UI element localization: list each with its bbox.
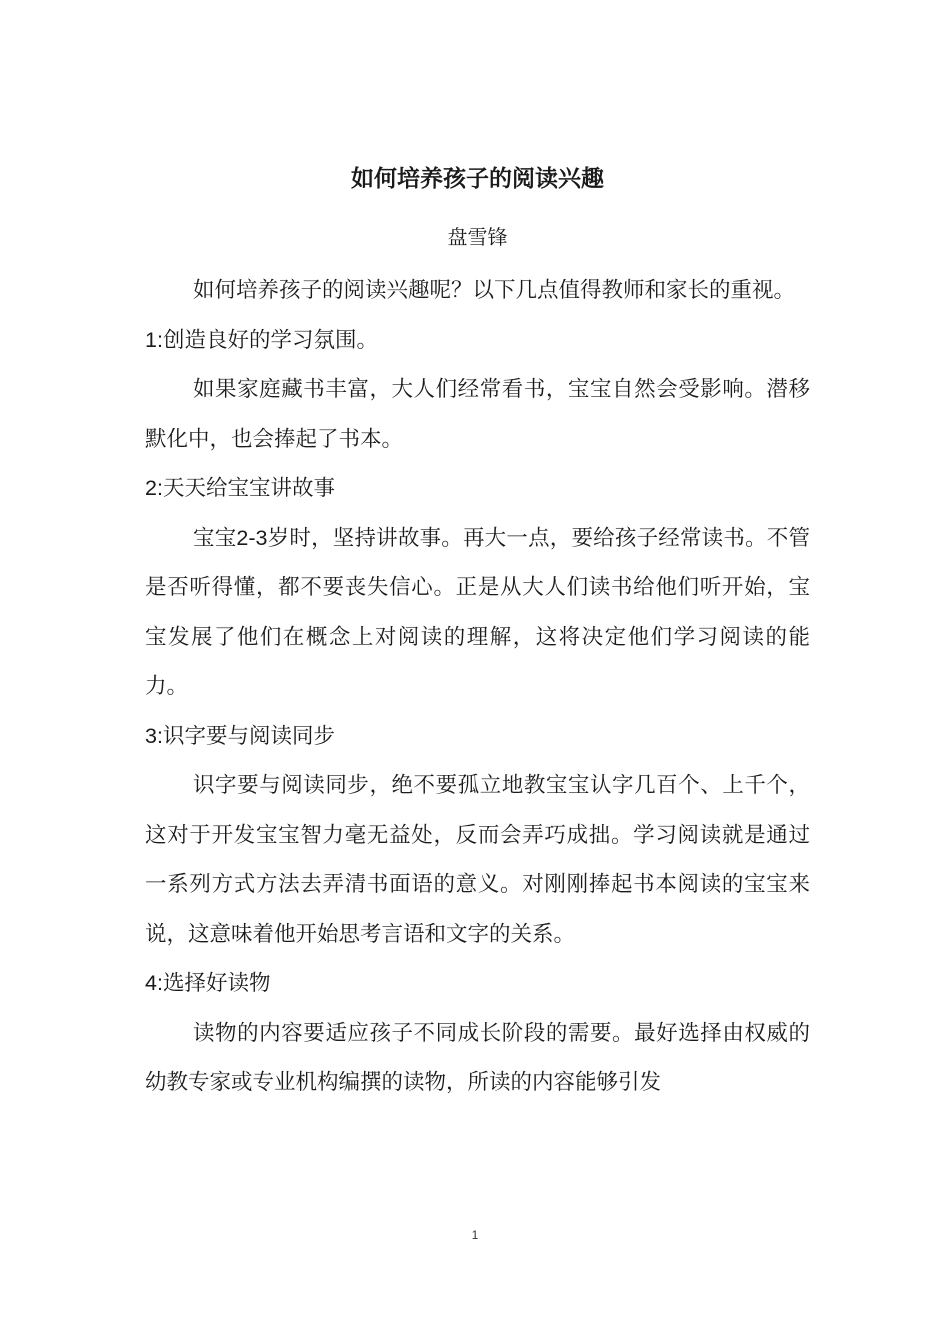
section-1-paragraph: 如果家庭藏书丰富，大人们经常看书，宝宝自然会受影响。潜移默化中，也会捧起了书本。 [145,377,810,452]
section-2-age: 2-3 [236,525,268,550]
section-2-prefix: 宝宝 [193,525,237,551]
section-4-heading [145,959,810,1009]
section-3-number: 3: [145,723,163,748]
intro-paragraph: 如何培养孩子的阅读兴趣呢？以下几点值得教师和家长的重视。 [193,278,796,303]
section-2-title: 天天给宝宝讲故事 [162,476,335,501]
section-4-number: 4: [145,971,163,995]
section-3-heading [145,712,810,762]
document-author: 盘雪锋 [447,225,508,249]
section-4-paragraph: 读物的内容要适应孩子不同成长阶段的需要。最好选择由权威的幼教专家或专业机构编撰的读物，所读的内容能够引发 [145,1020,810,1095]
section-2-paragraph [145,514,810,712]
section-1-number: 1: [145,327,163,352]
section-4-title: 选择好读物 [162,971,271,996]
section-3-paragraph: 识字要与阅读同步，绝不要孤立地教宝宝认字几百个、上千个，这对于开发宝宝智力毫无益处，反而会弄巧成拙。学习阅读就是通过一系列方式方法去弄清书面语的意义。对刚刚捧起书本阅读的宝宝来说，这意味着他开始思考言语和文字的关系。 [145,773,810,947]
section-2-number: 2: [145,476,163,500]
section-2-heading [145,464,810,514]
section-2-rest: 岁时，坚持讲故事。再大一点，要给孩子经常读书。不管是否听得懂，都不要丧失信心。正是从大人们读书给他们听开始，宝宝发展了他们在概念上对阅读的理解，这将决定他们学习阅读的能力。 [145,525,810,699]
section-1-title: 创造良好的学习氛围。 [162,327,378,353]
page-number: 1 [471,1228,479,1242]
section-3-title: 识字要与阅读同步 [162,723,335,749]
section-1-heading [145,316,810,366]
document-title: 如何培养孩子的阅读兴趣 [351,165,604,192]
document-body [145,150,810,1108]
